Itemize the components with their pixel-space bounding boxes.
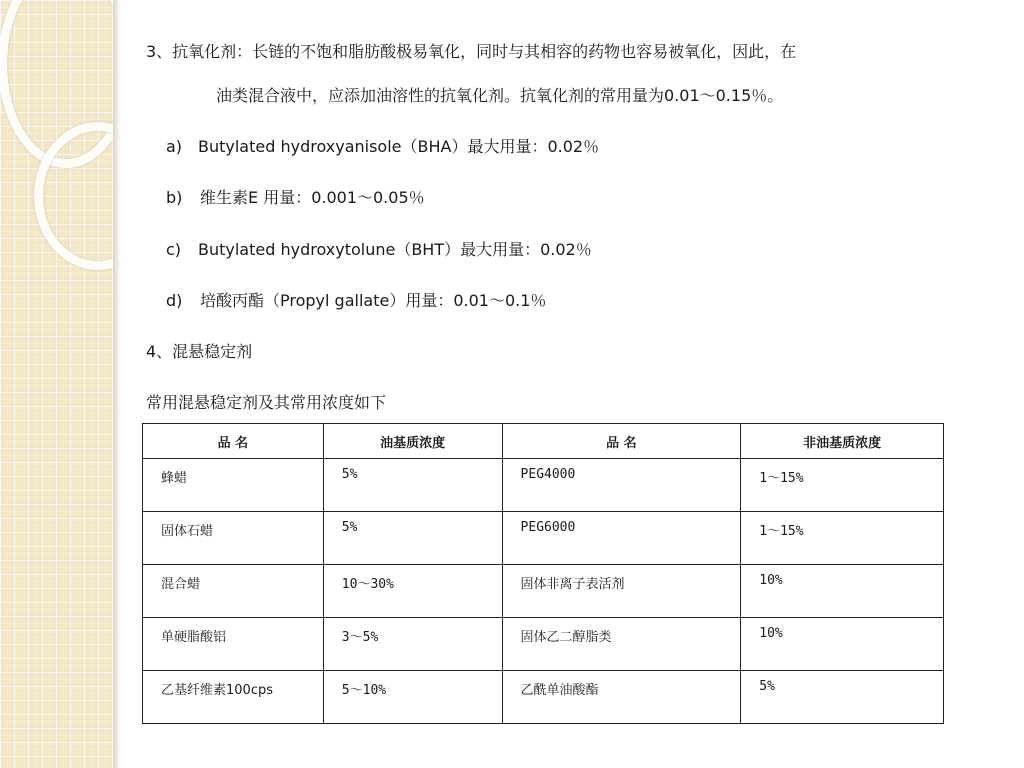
list-marker-d: d) xyxy=(166,291,183,310)
cell-oil-concentration: 10～30% xyxy=(323,565,502,618)
cell-oil-name: 混合蜡 xyxy=(143,565,324,618)
table-row xyxy=(143,459,944,512)
cell-oil-name: 蜂蜡 xyxy=(143,459,324,512)
list-item-a: Butylated hydroxyanisole（BHA）最大用量：0.02％ xyxy=(198,137,600,156)
cell-nonoil-concentration: 10% xyxy=(741,565,944,618)
cell-oil-name: 单硬脂酸铝 xyxy=(143,618,324,671)
table-row xyxy=(143,565,944,618)
list-item-d: 培酸丙酯（Propyl gallate）用量：0.01～0.1％ xyxy=(200,291,547,310)
cell-oil-concentration: 3～5% xyxy=(323,618,502,671)
header-oil-concentration: 油基质浓度 xyxy=(323,424,502,459)
table-header-row xyxy=(143,424,944,459)
cell-nonoil-concentration: 5% xyxy=(741,671,944,724)
cell-nonoil-name: PEG4000 xyxy=(502,459,741,512)
cell-nonoil-name: 固体非离子表活剂 xyxy=(502,565,741,618)
header-nonoil-concentration: 非油基质浓度 xyxy=(741,424,944,459)
cell-nonoil-name: PEG6000 xyxy=(502,512,741,565)
cell-oil-concentration: 5% xyxy=(323,459,502,512)
list-marker-a: a) xyxy=(166,137,183,156)
table-row xyxy=(143,671,944,724)
section4-heading: 4、混悬稳定剂 xyxy=(146,342,253,361)
cell-nonoil-concentration: 1～15% xyxy=(741,459,944,512)
cell-oil-name: 乙基纤维素100cps xyxy=(143,671,324,724)
cell-oil-name: 固体石蜡 xyxy=(143,512,324,565)
cell-nonoil-name: 固体乙二醇脂类 xyxy=(502,618,741,671)
list-marker-c: c) xyxy=(166,240,182,259)
list-item-c: Butylated hydroxytolune（BHT）最大用量：0.02％ xyxy=(198,240,592,259)
cell-nonoil-name: 乙酰单油酸酯 xyxy=(502,671,741,724)
cell-oil-concentration: 5% xyxy=(323,512,502,565)
header-name-oil: 品 名 xyxy=(143,424,324,459)
section4-intro: 常用混悬稳定剂及其常用浓度如下 xyxy=(146,393,387,412)
cell-nonoil-concentration: 10% xyxy=(741,618,944,671)
cell-oil-concentration: 5～10% xyxy=(323,671,502,724)
list-marker-b: b) xyxy=(166,188,183,207)
table-row xyxy=(143,512,944,565)
section3-line2: 油类混合液中，应添加油溶性的抗氧化剂。抗氧化剂的常用量为0.01～0.15％。 xyxy=(216,86,784,105)
cell-nonoil-concentration: 1～15% xyxy=(741,512,944,565)
header-name-nonoil: 品 名 xyxy=(502,424,741,459)
section3-line1: 3、抗氧化剂：长链的不饱和脂肪酸极易氧化，同时与其相容的药物也容易被氧化，因此，在 xyxy=(146,42,797,61)
list-item-b: 维生素E 用量：0.001～0.05％ xyxy=(200,188,425,207)
table-row xyxy=(143,618,944,671)
stabilizer-table xyxy=(142,423,944,724)
